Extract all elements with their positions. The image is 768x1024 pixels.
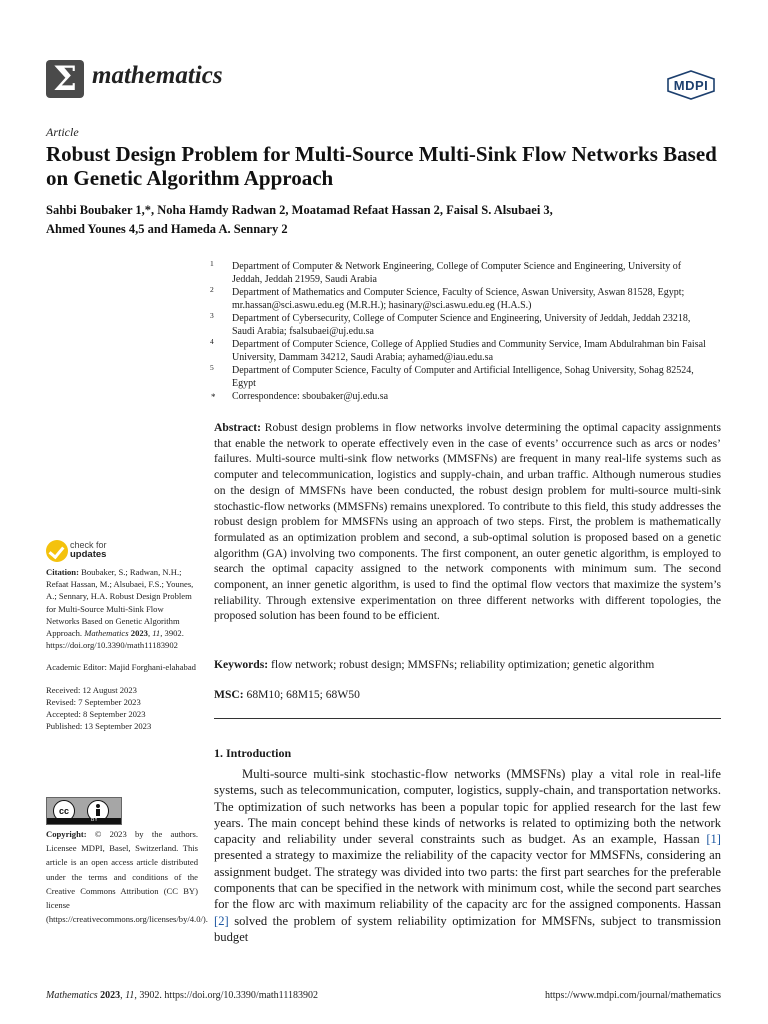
footer-citation: Mathematics 2023, 11, 3902. https://doi.org/10.3390/math11183902 [46, 990, 318, 1001]
date-received: Received: 12 August 2023 [46, 684, 137, 695]
citation-label: Citation: [46, 567, 79, 577]
correspondence-marker: * [211, 392, 216, 402]
citation-text: Boubaker, S.; Radwan, N.H.; Refaat Hassan, M.; Alsubaei, F.S.; Younes, A.; Sennary, H.A. Robust Design Problem for Multi-Source Multi-Sink Flow Networks Based on Genetic Algorithm Approach. [46, 567, 194, 639]
check-updates-bottom: updates [70, 549, 107, 560]
copyright-text: © 2023 by the authors. Licensee MDPI, Basel, Switzerland. This article is an open access article distributed under the terms and conditions of the Creative Commons Attribution (CC BY) license (https://creativecommons.org/licenses/by/4.0/). [46, 829, 208, 925]
keywords-text: flow network; robust design; MMSFNs; reliability optimization; genetic algorithm [271, 658, 655, 671]
affiliation-number: 3 [210, 311, 214, 320]
citation-doi[interactable]: , 3902. https://doi.org/10.3390/math11183902 [46, 628, 184, 651]
author-list [46, 201, 726, 239]
affiliation-number: 2 [210, 285, 214, 294]
footer-volume: 11 [125, 990, 135, 1001]
article-title: Robust Design Problem for Multi-Source Multi-Sink Flow Networks Based on Genetic Algorithm Approach [46, 142, 717, 190]
footer-journal-url[interactable]: https://www.mdpi.com/journal/mathematics [545, 990, 721, 1001]
academic-editor: Academic Editor: Majid Forghani-elahabad [46, 662, 196, 673]
affiliations [210, 260, 710, 403]
citation: Citation: Boubaker, S.; Radwan, N.H.; Refaat Hassan, M.; Alsubaei, F.S.; Younes, A.; Sennary, H.A. Robust Design Problem for Multi-Source Multi-Sink Flow Networks Based on Genetic Algorithm Approach. Mathematics 2023, 11, 3902. https://doi.org/10.3390/math11183902 [46, 567, 194, 651]
affiliation-item [210, 312, 710, 338]
abstract [214, 420, 721, 624]
keywords [214, 657, 721, 672]
publisher-name: MDPI [673, 78, 709, 93]
affiliation-text: Department of Computer & Network Engineering, College of Computer Science and Engineering, University of Jeddah, Jeddah 21959, Saudi Arabia [232, 261, 682, 285]
intro-text-2: presented a strategy to maximize the reliability of the capacity vector for MMSFNs, considering an assignment budget. The strategy was divided into two parts: the first part searches for the preferable components that can be specified in the network with minimum cost, while the second part searches for the flow arc with maximum reliability of the capacity arc for the assigned components. Hassan [214, 848, 721, 912]
date-published: Published: 13 September 2023 [46, 721, 152, 732]
date-accepted: Accepted: 8 September 2023 [46, 709, 146, 720]
check-updates-top: check for [70, 540, 107, 550]
affiliation-item [210, 286, 710, 312]
correspondence [210, 390, 710, 403]
journal-logo: Σ [46, 60, 84, 98]
affiliation-text[interactable]: Department of Mathematics and Computer Science, Faculty of Science, Aswan University, Aswan 81528, Egypt; mr.hassan@sci.aswu.edu.eg (M.R.H.); hasinary@sci.aswu.edu.eg (H.A.S.) [232, 287, 685, 311]
footer-doi[interactable]: , 3902. https://doi.org/10.3390/math11183902 [134, 990, 318, 1001]
section-heading-introduction: 1. Introduction [214, 746, 292, 760]
intro-text-3: solved the problem of system reliability optimization for MMSFNs, subject to transmission budget [214, 913, 721, 944]
citation-journal: Mathematics [84, 628, 129, 639]
citation-link-1[interactable]: [1] [706, 832, 721, 847]
authors-line-2-text[interactable]: Ahmed Younes 4,5 and Hameda A. Sennary 2 [46, 222, 288, 236]
introduction-paragraph [214, 766, 721, 945]
abstract-label: Abstract: [214, 421, 262, 434]
footer-year: 2023 [100, 990, 121, 1001]
date-revised: Revised: 7 September 2023 [46, 696, 141, 707]
cc-bar [47, 818, 121, 824]
citation-volume: 11 [152, 628, 161, 639]
sidebar-metadata [46, 566, 198, 732]
check-updates-label [70, 541, 107, 559]
msc-text: 68M10; 68M15; 68W50 [246, 688, 360, 701]
footer-journal: Mathematics [46, 990, 98, 1001]
copyright-label: Copyright: [46, 829, 87, 839]
publisher-logo[interactable] [666, 70, 716, 105]
affiliation-item [210, 338, 710, 364]
cc-by-license-badge[interactable] [46, 797, 122, 825]
journal-name[interactable]: mathematics [92, 62, 223, 89]
check-updates-icon [46, 540, 68, 562]
article-type: Article [46, 125, 79, 139]
authors-line-1-text[interactable]: Sahbi Boubaker 1,*, Noha Hamdy Radwan 2, Moatamad Refaat Hassan 2, Faisal S. Alsubaei 3, [46, 203, 553, 217]
affiliation-text: Department of Computer Science, Faculty of Computer and Artificial Intelligence, Sohag University, Sohag 82524, Egypt [232, 365, 694, 389]
affiliation-item [210, 364, 710, 390]
citation-link-2[interactable]: [2] [214, 913, 229, 928]
authors-line-1 [46, 201, 726, 220]
citation-year: 2023 [130, 628, 148, 639]
cc-icon: cc [53, 800, 75, 822]
affiliation-number: 5 [210, 363, 214, 372]
affiliation-number: 4 [210, 337, 214, 346]
abstract-text: Robust design problems in flow networks involve determining the optimal capacity assignments that enable the network to operate effectively even in the case of events’ occurrence such as arcs or nodes’ failures. Multi-source multi-sink flow networks (MMSFNs) are frequent in many real-life systems such as computer and telecommunication, logistics and supply-chain, and urban traffic. Although numerous studies on the design of MMSFNs have been conducted, the robust design problem for multi-source multi-sink stochastic-flow networks (MMSFNs) remains unexplored. To contribute to this field, this study addresses the robust design problem for MMSFNs using an approach of two steps. First, the problem is mathematically formulated as an optimization problem and second, a sub-optimal solution is proposed based on a genetic algorithm (GA) involving two components. The first component, an outer genetic algorithm, is employed to search the optimal capacity assigned to the network components with minimum sum. The second component, an inner genetic algorithm, is used to find the optimal flow vectors that maximize the system’s reliability. Through extensive experimentation on three different networks with different topologies, the proposed solution has been found to be efficient. [214, 421, 722, 623]
keywords-label: Keywords: [214, 658, 269, 671]
copyright-notice [46, 827, 208, 926]
affiliation-text[interactable]: Department of Computer Science, College of Applied Studies and Community Service, Imam Abdulrahman bin Faisal University, Dammam 34212, Saudi Arabia; ayhamed@iau.edu.sa [232, 339, 706, 363]
affiliation-number: 1 [210, 259, 214, 268]
section-divider [214, 718, 721, 719]
msc-label: MSC: [214, 688, 244, 701]
affiliation-item [210, 260, 710, 286]
authors-line-2 [46, 220, 726, 239]
msc-codes [214, 687, 721, 702]
correspondence-text[interactable]: Correspondence: sboubaker@uj.edu.sa [232, 391, 389, 402]
intro-text-1: Multi-source multi-sink stochastic-flow networks (MMSFNs) play a vital role in real-life systems, such as telecommunication, computer, logistics, supply-chain, and transportation networks. The optimization of such networks has been a popular topic for applied research for the last few years. The main concept behind these kinds of networks is related to optimizing both the network capacity and reliability under several constraints such as budget. As an example, Hassan [214, 767, 721, 847]
affiliation-text[interactable]: Department of Cybersecurity, College of Computer Science and Engineering, University of Jeddah, Jeddah 23218, Saudi Arabia; fsalsubaei@uj.edu.sa [232, 313, 691, 337]
cc-by-label: BY [91, 817, 98, 823]
